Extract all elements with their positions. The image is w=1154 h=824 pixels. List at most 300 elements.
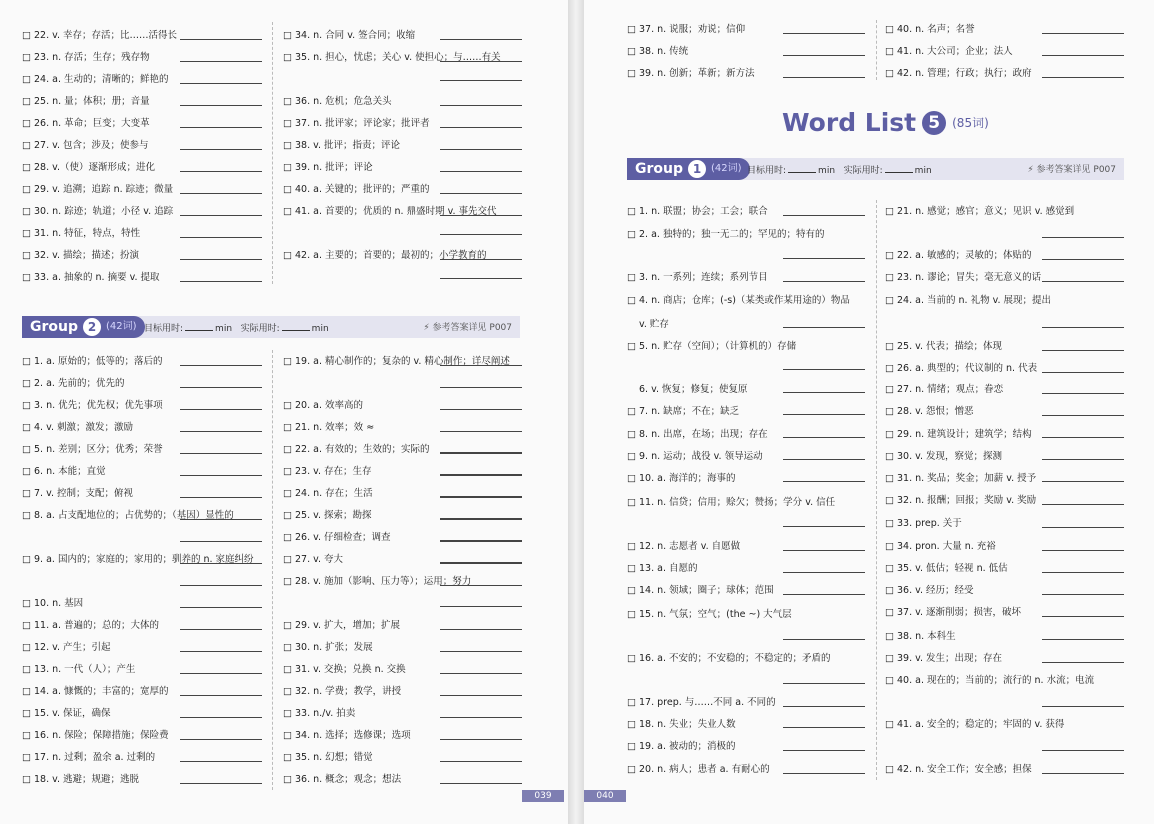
vocab-definition: □ 26. a. 典型的；代议制的 n. 代表 (885, 363, 1038, 374)
vocab-definition: □ 1. a. 原始的；低等的；落后的 (22, 356, 163, 367)
vocab-item (885, 67, 1032, 80)
group-number: 1 (688, 160, 706, 178)
vocab-definition: □ 9. a. 国内的；家庭的；家用的；驯养的 n. 家庭纠纷 (22, 554, 254, 565)
answer-blank[interactable] (440, 453, 522, 454)
vocab-item (639, 318, 669, 331)
answer-blank[interactable] (180, 453, 262, 454)
vocab-item (885, 249, 1032, 262)
actual-time-blank[interactable] (885, 164, 913, 173)
answer-blank[interactable] (180, 585, 262, 586)
answer-blank[interactable] (180, 149, 262, 150)
vocab-definition: □ 13. n. 一代（人）；产生 (22, 664, 136, 675)
word-list-count: (85词) (952, 116, 989, 130)
vocab-item (283, 95, 392, 108)
vocab-item (627, 718, 736, 731)
vocab-definition: □ 37. n. 批评家；评论家；批评者 (283, 118, 430, 129)
vocab-item (22, 487, 133, 500)
vocab-item (22, 421, 133, 434)
answer-blank[interactable] (783, 572, 865, 573)
vocab-definition: □ 17. prep. 与……不同 a. 不同的 (627, 697, 776, 708)
answer-blank[interactable] (783, 215, 865, 216)
vocab-definition: □ 3. n. 一系列；连续；系列节目 (627, 272, 768, 283)
vocab-definition: □ 31. n. 奖品；奖金；加薪 v. 授予 (885, 473, 1037, 484)
answer-blank[interactable] (180, 215, 262, 216)
vocab-definition: □ 36. n. 危机；危急关头 (283, 96, 392, 107)
vocab-definition: □ 25. v. 探索；勘探 (283, 510, 372, 521)
answer-blank[interactable] (180, 497, 262, 498)
vocab-definition: □ 5. n. 差别；区分；优秀；荣誉 (22, 444, 163, 455)
vocab-definition: □ 41. a. 首要的；优质的 n. 鼎盛时期 v. 事先交代 (283, 206, 497, 217)
answer-blank[interactable] (180, 475, 262, 476)
answer-blank[interactable] (440, 518, 522, 519)
vocab-definition: □ 27. v. 包含；涉及；使参与 (22, 140, 149, 151)
answer-blank[interactable] (440, 783, 522, 784)
reference-note: ⚡ 参考答案详见 P007 (1027, 165, 1116, 175)
vocab-definition: □ 35. n. 担心，忧虑；关心 v. 使担心；与……有关 (283, 52, 501, 63)
vocab-item (283, 399, 363, 412)
answer-blank[interactable] (1042, 459, 1124, 460)
answer-blank[interactable] (440, 365, 522, 366)
answer-blank[interactable] (440, 278, 522, 279)
vocab-definition: □ 39. v. 发生；出现；存在 (885, 653, 1003, 664)
actual-time-blank[interactable] (282, 322, 310, 331)
vocab-definition: □ 21. n. 感觉；感官；意义；见识 v. 感觉到 (885, 206, 1075, 217)
answer-blank[interactable] (180, 629, 262, 630)
answer-blank[interactable] (1042, 550, 1124, 551)
answer-blank[interactable] (1042, 527, 1124, 528)
answer-blank[interactable] (440, 171, 522, 172)
vocab-definition: □ 39. n. 批评；评论 (283, 162, 373, 173)
answer-blank[interactable] (440, 496, 522, 497)
vocab-definition: □ 25. n. 量；体积；册；音量 (22, 96, 150, 107)
answer-blank[interactable] (783, 706, 865, 707)
vocab-item (22, 161, 155, 174)
vocab-item (627, 45, 688, 58)
answer-blank[interactable] (1042, 594, 1124, 595)
answer-blank[interactable] (1042, 350, 1124, 351)
vocab-item (283, 773, 401, 786)
answer-blank[interactable] (180, 61, 262, 62)
vocab-definition: □ 40. a. 现在的；当前的；流行的 n. 水流；电流 (885, 675, 1095, 686)
vocab-item (283, 443, 430, 456)
answer-blank[interactable] (783, 77, 865, 78)
vocab-item (283, 729, 411, 742)
column-divider (876, 200, 877, 780)
vocab-item (22, 465, 106, 478)
answer-blank[interactable] (440, 474, 522, 475)
word-list-title: Word List 5 (85词) (782, 108, 989, 137)
vocab-item (885, 763, 1032, 776)
vocab-item (885, 472, 1036, 485)
answer-blank[interactable] (783, 414, 865, 415)
group-label: Group (635, 161, 684, 177)
answer-blank[interactable] (1042, 55, 1124, 56)
vocab-item (283, 641, 373, 654)
vocab-item (627, 228, 824, 241)
time-tracker: 目标用时: min 实际用时: min (747, 166, 932, 176)
vocab-item (885, 517, 962, 530)
vocab-definition: □ 23. n. 谬论；冒失；毫无意义的话 (885, 272, 1042, 283)
answer-blank[interactable] (440, 585, 522, 586)
answer-blank[interactable] (783, 639, 865, 640)
answer-blank[interactable] (440, 105, 522, 106)
answer-blank[interactable] (440, 629, 522, 630)
answer-blank[interactable] (1042, 327, 1124, 328)
column-divider (876, 20, 877, 80)
vocab-item (283, 685, 401, 698)
vocab-definition: □ 32. n. 学费；教学，讲授 (283, 686, 402, 697)
vocab-item (22, 205, 173, 218)
vocab-item (885, 652, 1002, 665)
vocab-item (22, 641, 111, 654)
answer-blank[interactable] (440, 541, 522, 542)
vocab-definition: □ 32. v. 描绘；描述；扮演 (22, 250, 140, 261)
answer-blank[interactable] (180, 171, 262, 172)
vocab-definition: □ 37. n. 说服；劝说；信仰 (627, 24, 746, 35)
answer-blank[interactable] (180, 409, 262, 410)
vocab-item (283, 619, 400, 632)
answer-blank[interactable] (1042, 415, 1124, 416)
vocab-item (22, 249, 139, 262)
vocab-item (627, 294, 850, 307)
answer-blank[interactable] (180, 431, 262, 432)
vocab-item (22, 509, 234, 522)
vocab-item (283, 531, 391, 544)
answer-blank[interactable] (180, 127, 262, 128)
answer-blank[interactable] (440, 149, 522, 150)
vocab-item (283, 29, 415, 42)
vocab-item (627, 340, 796, 353)
answer-blank[interactable] (180, 237, 262, 238)
answer-blank[interactable] (440, 452, 522, 453)
vocab-item (885, 450, 1002, 463)
vocab-item (22, 355, 162, 368)
answer-blank[interactable] (1042, 437, 1124, 438)
answer-blank[interactable] (440, 61, 522, 62)
answer-blank[interactable] (180, 607, 262, 608)
vocab-definition: □ 9. n. 运动；战役 v. 领导运动 (627, 451, 763, 462)
answer-blank[interactable] (783, 437, 865, 438)
answer-blank[interactable] (1042, 504, 1124, 505)
vocab-definition: □ 33. n./v. 拍卖 (283, 708, 356, 719)
vocab-definition: □ 31. n. 特征，特点，特性 (22, 228, 141, 239)
vocab-item (22, 29, 177, 42)
vocab-item (627, 450, 763, 463)
vocab-definition: □ 34. n. 合同 v. 签合同；收缩 (283, 30, 416, 41)
vocab-definition: □ 26. v. 仔细检查；调查 (283, 532, 391, 543)
answer-blank[interactable] (440, 475, 522, 476)
vocab-item (22, 95, 150, 108)
answer-blank[interactable] (783, 258, 865, 259)
answer-blank[interactable] (440, 259, 522, 260)
answer-blank[interactable] (783, 481, 865, 482)
vocab-item (283, 139, 400, 152)
answer-blank[interactable] (1042, 481, 1124, 482)
vocab-item (22, 377, 124, 390)
vocab-definition: □ 23. v. 存在；生存 (283, 466, 372, 477)
vocab-item (885, 428, 1032, 441)
vocab-item (283, 421, 374, 434)
vocab-item (885, 362, 1037, 375)
vocab-definition: □ 38. v. 批评；指责；评论 (283, 140, 401, 151)
column-divider (272, 350, 273, 790)
answer-blank[interactable] (783, 526, 865, 527)
vocab-definition: □ 10. a. 海洋的；海事的 (627, 473, 736, 484)
vocab-item (283, 117, 430, 130)
vocab-definition: □ 27. v. 夸大 (283, 554, 344, 565)
vocab-item (283, 751, 373, 764)
vocab-definition: v. 贮存 (639, 319, 669, 330)
vocab-item (22, 51, 150, 64)
vocab-definition: □ 24. n. 存在；生活 (283, 488, 373, 499)
vocab-definition: □ 20. n. 病人；患者 a. 有耐心的 (627, 764, 770, 775)
vocab-item (283, 487, 373, 500)
vocab-definition: □ 26. n. 革命；巨变；大变革 (22, 118, 150, 129)
vocab-definition: □ 12. v. 产生；引起 (22, 642, 111, 653)
vocab-definition: □ 24. a. 当前的 n. 礼物 v. 展现；提出 (885, 295, 1052, 306)
vocab-item (22, 685, 169, 698)
vocab-definition: □ 12. n. 志愿者 v. 自愿做 (627, 541, 741, 552)
vocab-definition: □ 10. n. 基因 (22, 598, 84, 609)
vocab-item (22, 619, 159, 632)
target-time-blank[interactable] (788, 164, 816, 173)
vocab-definition: □ 14. a. 慷慨的；丰富的；宽厚的 (22, 686, 169, 697)
answer-blank[interactable] (180, 519, 262, 520)
answer-blank[interactable] (783, 369, 865, 370)
vocab-item (283, 51, 501, 64)
time-tracker: 目标用时: min 实际用时: min (144, 324, 329, 334)
vocab-definition: □ 29. v. 扩大，增加；扩展 (283, 620, 401, 631)
vocab-definition: □ 28. v. 怨恨；憎恶 (885, 406, 974, 417)
answer-blank[interactable] (1042, 639, 1124, 640)
answer-blank[interactable] (440, 562, 522, 563)
answer-blank[interactable] (440, 234, 522, 235)
answer-blank[interactable] (1042, 77, 1124, 78)
answer-blank[interactable] (440, 431, 522, 432)
vocab-definition: □ 8. n. 出席，在场；出现；存在 (627, 429, 768, 440)
vocab-item (22, 729, 169, 742)
vocab-item (22, 139, 149, 152)
answer-blank[interactable] (180, 783, 262, 784)
vocab-item (627, 405, 739, 418)
vocab-definition: □ 36. v. 经历；经受 (885, 585, 974, 596)
group-count: (42词) (106, 321, 137, 332)
answer-blank[interactable] (440, 673, 522, 674)
vocab-item (885, 630, 956, 643)
vocab-definition: □ 14. n. 领域；圈子；球体；范围 (627, 585, 774, 596)
answer-blank[interactable] (783, 55, 865, 56)
vocab-item (885, 405, 974, 418)
answer-blank[interactable] (1042, 259, 1124, 260)
answer-blank[interactable] (783, 392, 865, 393)
vocab-item (283, 183, 430, 196)
answer-blank[interactable] (180, 673, 262, 674)
vocab-item (885, 562, 1008, 575)
vocab-item (283, 249, 487, 262)
vocab-definition: □ 28. v. 施加（影响、压力等）；运用；努力 (283, 576, 472, 587)
answer-blank[interactable] (180, 563, 262, 564)
vocab-definition: □ 40. a. 关键的；批评的；严重的 (283, 184, 430, 195)
vocab-item (885, 340, 1002, 353)
answer-blank[interactable] (440, 651, 522, 652)
vocab-definition: □ 23. n. 存活；生存；残存物 (22, 52, 150, 63)
vocab-item (22, 751, 155, 764)
answer-blank[interactable] (783, 750, 865, 751)
vocab-item (22, 773, 139, 786)
answer-blank[interactable] (180, 695, 262, 696)
answer-blank[interactable] (180, 281, 262, 282)
vocab-definition: □ 33. prep. 关于 (885, 518, 962, 529)
answer-blank[interactable] (180, 739, 262, 740)
answer-blank[interactable] (1042, 706, 1124, 707)
answer-blank[interactable] (180, 193, 262, 194)
answer-blank[interactable] (1042, 572, 1124, 573)
answer-blank[interactable] (440, 695, 522, 696)
vocab-item (22, 707, 111, 720)
vocab-item (627, 763, 770, 776)
answer-blank[interactable] (180, 761, 262, 762)
vocab-item (639, 383, 748, 396)
answer-blank[interactable] (1042, 372, 1124, 373)
vocab-item (283, 205, 497, 218)
vocab-definition: 6. v. 恢复；修复；使复原 (639, 384, 748, 395)
vocab-definition: □ 41. a. 安全的；稳定的；牢固的 v. 获得 (885, 719, 1065, 730)
vocab-definition: □ 2. a. 先前的；优先的 (22, 378, 125, 389)
vocab-item (885, 294, 1051, 307)
answer-blank[interactable] (440, 497, 522, 498)
vocab-definition: □ 19. a. 精心制作的；复杂的 v. 精心制作；详尽阐述 (283, 356, 510, 367)
vocab-item (22, 271, 160, 284)
answer-blank[interactable] (180, 105, 262, 106)
answer-blank[interactable] (440, 540, 522, 541)
answer-blank[interactable] (180, 717, 262, 718)
answer-blank[interactable] (440, 409, 522, 410)
answer-blank[interactable] (783, 594, 865, 595)
group-label: Group (30, 319, 79, 335)
answer-blank[interactable] (1042, 393, 1124, 394)
vocab-item (885, 584, 974, 597)
answer-blank[interactable] (440, 563, 522, 564)
answer-blank[interactable] (440, 39, 522, 40)
vocab-item (627, 652, 831, 665)
vocab-definition: □ 30. n. 扩张；发展 (283, 642, 373, 653)
vocab-definition: □ 30. n. 踪迹；轨道；小径 v. 追踪 (22, 206, 174, 217)
vocab-item (627, 67, 755, 80)
vocab-definition: □ 4. n. 商店；仓库；(-s)（某类或作某用途的）物品 (627, 295, 850, 306)
vocab-item (283, 707, 355, 720)
vocab-definition: □ 5. n. 贮存（空间）；（计算机的）存储 (627, 341, 797, 352)
answer-blank[interactable] (440, 215, 522, 216)
answer-blank[interactable] (180, 259, 262, 260)
vocab-definition: □ 4. v. 刺激；激发；激励 (22, 422, 134, 433)
answer-blank[interactable] (783, 281, 865, 282)
vocab-definition: □ 39. n. 创新；革新；新方法 (627, 68, 755, 79)
page-number-right: 040 (584, 790, 626, 802)
answer-blank[interactable] (783, 773, 865, 774)
answer-blank[interactable] (180, 541, 262, 542)
vocab-definition: □ 40. n. 名声；名誉 (885, 24, 975, 35)
answer-blank[interactable] (783, 459, 865, 460)
answer-blank[interactable] (1042, 33, 1124, 34)
answer-blank[interactable] (440, 127, 522, 128)
vocab-definition: □ 38. n. 本科生 (885, 631, 956, 642)
answer-blank[interactable] (1042, 750, 1124, 751)
answer-blank[interactable] (180, 39, 262, 40)
answer-blank[interactable] (440, 519, 522, 520)
answer-blank[interactable] (1042, 662, 1124, 663)
answer-blank[interactable] (440, 606, 522, 607)
reference-note: ⚡ 参考答案详见 P007 (423, 323, 512, 333)
answer-blank[interactable] (180, 651, 262, 652)
page-number-left: 039 (522, 790, 564, 802)
vocab-definition: □ 17. n. 过剩；盈余 a. 过剩的 (22, 752, 156, 763)
word-list-number: 5 (922, 111, 946, 135)
vocab-definition: □ 11. a. 普遍的；总的；大体的 (22, 620, 159, 631)
group-header (22, 316, 520, 338)
vocab-definition: □ 34. pron. 大量 n. 充裕 (885, 541, 996, 552)
answer-blank[interactable] (180, 387, 262, 388)
answer-blank[interactable] (1042, 773, 1124, 774)
vocab-item (22, 663, 135, 676)
answer-blank[interactable] (783, 727, 865, 728)
column-divider (272, 22, 273, 284)
vocab-definition: □ 25. v. 代表；描绘；体现 (885, 341, 1003, 352)
vocab-item (627, 608, 792, 621)
answer-blank[interactable] (1042, 281, 1124, 282)
answer-blank[interactable] (783, 550, 865, 551)
vocab-item (627, 472, 736, 485)
vocab-item (627, 562, 698, 575)
vocab-definition: □ 42. n. 安全工作；安全感；担保 (885, 764, 1032, 775)
vocab-item (22, 73, 169, 86)
vocab-definition: □ 38. n. 传统 (627, 46, 689, 57)
vocab-definition: □ 22. a. 有效的；生效的；实际的 (283, 444, 430, 455)
answer-blank[interactable] (440, 387, 522, 388)
vocab-item (283, 509, 372, 522)
group-tag (627, 158, 750, 180)
vocab-item (885, 674, 1094, 687)
answer-blank[interactable] (180, 83, 262, 84)
vocab-definition: □ 41. n. 大公司；企业；法人 (885, 46, 1013, 57)
vocab-item (22, 227, 140, 240)
answer-blank[interactable] (783, 683, 865, 684)
answer-blank[interactable] (1042, 616, 1124, 617)
answer-blank[interactable] (440, 717, 522, 718)
vocab-definition: □ 42. n. 管理；行政；执行；政府 (885, 68, 1032, 79)
answer-blank[interactable] (783, 33, 865, 34)
vocab-definition: □ 20. a. 效率高的 (283, 400, 363, 411)
vocab-definition: □ 6. n. 本能；直觉 (22, 466, 106, 477)
answer-blank[interactable] (440, 761, 522, 762)
answer-blank[interactable] (180, 365, 262, 366)
answer-blank[interactable] (783, 327, 865, 328)
target-time-blank[interactable] (185, 322, 213, 331)
vocab-item (885, 271, 1041, 284)
group-header (627, 158, 1124, 180)
vocab-definition: □ 32. n. 报酬；回报；奖励 v. 奖励 (885, 495, 1037, 506)
answer-blank[interactable] (440, 80, 522, 81)
answer-blank[interactable] (1042, 237, 1124, 238)
vocab-definition: □ 35. n. 幻想；错觉 (283, 752, 373, 763)
vocab-item (885, 494, 1036, 507)
group-number: 2 (83, 318, 101, 336)
vocab-item (22, 117, 150, 130)
vocab-definition: □ 11. n. 信贷；信用；赊欠；赞扬；学分 v. 信任 (627, 497, 836, 508)
vocab-item (885, 23, 975, 36)
vocab-definition: □ 29. v. 追溯；追踪 n. 踪迹；微量 (22, 184, 174, 195)
answer-blank[interactable] (440, 739, 522, 740)
answer-blank[interactable] (440, 193, 522, 194)
